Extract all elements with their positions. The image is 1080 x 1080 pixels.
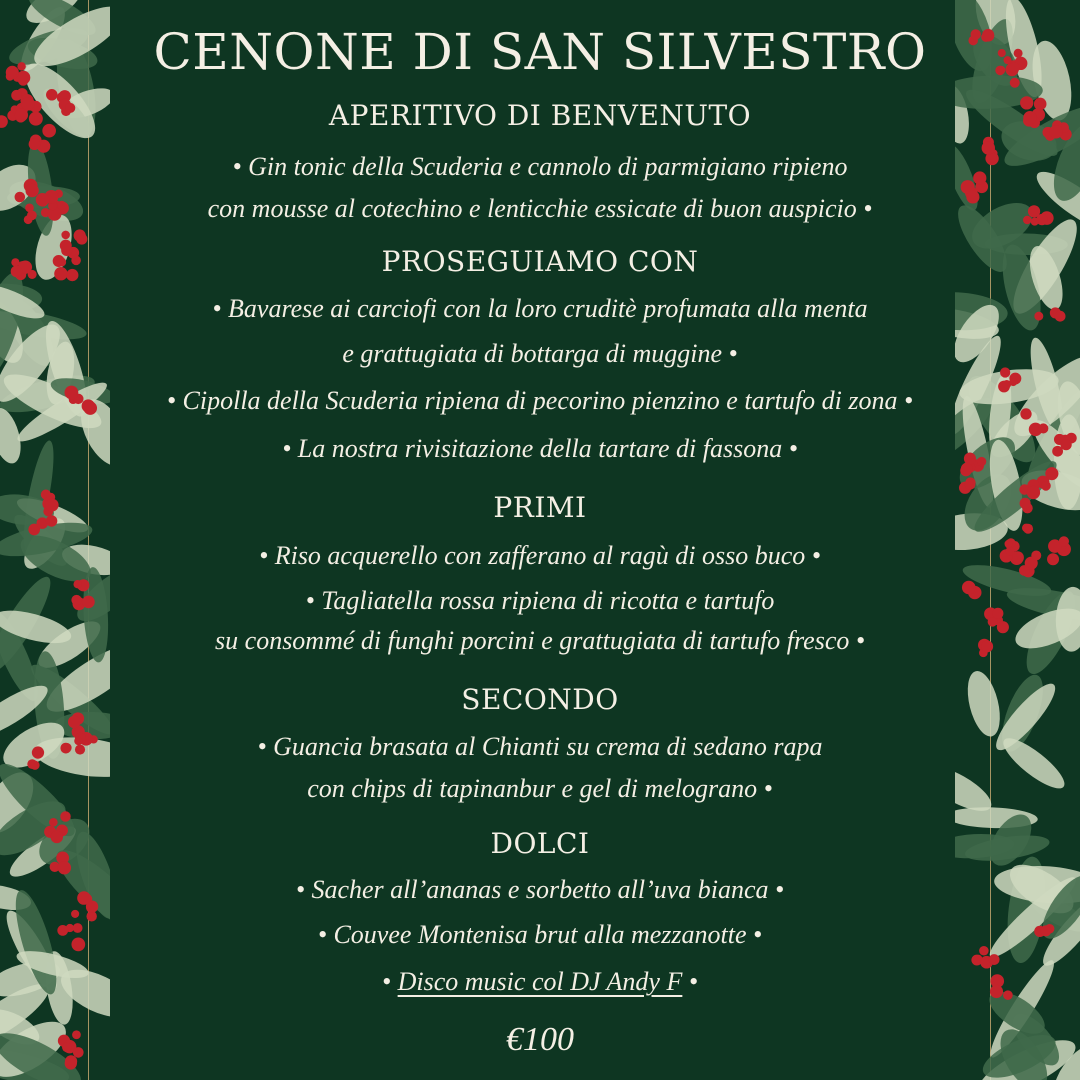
holly-berry: [997, 66, 1005, 74]
holly-berry: [1023, 111, 1036, 124]
holly-berry: [77, 891, 90, 904]
holly-berry: [74, 737, 82, 745]
holly-berry: [46, 515, 57, 526]
holly-berry: [1060, 439, 1071, 450]
disco-music-line: [100, 965, 980, 999]
holly-berry: [42, 124, 56, 138]
holly-berry: [21, 97, 35, 111]
holly-berry: [11, 258, 19, 266]
holly-berry: [1041, 481, 1051, 491]
holly-berry: [1027, 486, 1040, 499]
holly-berry: [1045, 467, 1058, 480]
menu-line: con mousse al cotechino e lenticchie essicate di buon auspicio •: [207, 194, 873, 223]
holly-berry: [983, 30, 994, 41]
holly-berry: [71, 595, 81, 605]
menu-line: • Gin tonic della Scuderia e cannolo di parmigiano ripieno: [232, 152, 848, 181]
holly-berry: [68, 716, 80, 728]
holly-berry: [1019, 565, 1030, 576]
holly-berry: [1020, 96, 1033, 109]
menu-line: • Riso acquerello con zafferano al ragù di osso buco •: [259, 541, 821, 570]
holly-berry: [1028, 205, 1040, 217]
section-heading-aperitivo: APERITIVO DI BENVENUTO: [328, 99, 752, 132]
left-holly-border: [0, 0, 110, 1080]
holly-berry: [1010, 78, 1020, 88]
holly-berry: [989, 954, 1000, 965]
holly-berry: [58, 861, 71, 874]
holly-berry: [1002, 380, 1011, 389]
holly-berry: [51, 831, 63, 843]
holly-berry: [1059, 536, 1069, 546]
holly-berry: [1020, 408, 1031, 419]
holly-berry: [1023, 524, 1033, 534]
holly-berry: [57, 925, 68, 936]
holly-berry: [65, 103, 75, 113]
holly-berry: [1031, 550, 1041, 560]
bullet-open: •: [382, 967, 398, 996]
holly-berry: [71, 937, 85, 951]
menu-line: con chips di tapinanbur e gel di melograno •: [307, 774, 773, 803]
section-heading-dolci: DOLCI: [490, 827, 590, 860]
holly-berry: [1040, 925, 1051, 936]
holly-berry: [60, 811, 71, 822]
holly-berry: [1038, 423, 1048, 433]
holly-berry: [1000, 367, 1010, 377]
holly-berry: [29, 112, 43, 126]
holly-berry: [1014, 49, 1023, 58]
holly-berry: [36, 193, 49, 206]
menu-line: • Bavarese ai carciofi con la loro cruditè profumata alla menta: [212, 294, 868, 323]
section-heading-proseguiamo: PROSEGUIAMO CON: [381, 245, 699, 278]
holly-berry: [1034, 98, 1047, 111]
holly-berry: [1009, 62, 1020, 73]
holly-berry: [17, 62, 26, 71]
holly-berry: [72, 1030, 81, 1039]
menu-title: CENONE DI SAN SILVESTRO: [153, 23, 927, 81]
holly-garland-left-illustration: [0, 0, 110, 1080]
holly-berry: [65, 386, 79, 400]
holly-berry: [62, 743, 71, 752]
holly-berry: [15, 108, 28, 121]
holly-berry: [82, 596, 95, 609]
holly-berry: [75, 745, 85, 755]
holly-berry: [71, 910, 79, 918]
menu-line: e grattugiata di bottarga di muggine •: [342, 339, 738, 368]
holly-berry: [76, 233, 87, 244]
holly-berry: [1020, 498, 1031, 509]
holly-berry: [25, 184, 38, 197]
holly-berry: [30, 761, 39, 770]
holly-berry: [53, 255, 65, 267]
holly-berry: [0, 115, 8, 128]
menu-content: [100, 0, 980, 1080]
holly-leaf: [997, 731, 1071, 796]
bullet-close: •: [682, 967, 698, 996]
holly-berry: [998, 49, 1006, 57]
section-heading-primi: PRIMI: [493, 491, 587, 524]
holly-berry: [73, 1047, 84, 1058]
holly-berry: [990, 985, 1003, 998]
menu-line: su consommé di funghi porcini e grattugiata di tartufo fresco •: [215, 626, 865, 655]
holly-berry: [73, 580, 81, 588]
holly-berry: [1047, 553, 1059, 565]
holly-berry: [83, 401, 97, 415]
holly-berry: [46, 89, 58, 101]
holly-berry: [15, 192, 26, 203]
holly-berry: [1003, 990, 1013, 1000]
holly-berry: [1055, 311, 1066, 322]
holly-berry: [65, 1057, 77, 1069]
holly-berry: [49, 818, 58, 827]
holly-berry: [981, 641, 993, 653]
menu-line: • Sacher all’ananas e sorbetto all’uva bianca •: [295, 875, 785, 904]
holly-berry: [60, 240, 72, 252]
holly-berry: [66, 269, 78, 281]
holly-berry: [1034, 312, 1043, 321]
disco-music-text: Disco music col DJ Andy F: [397, 967, 683, 996]
holly-berry: [6, 66, 19, 79]
holly-berry: [32, 746, 44, 758]
holly-berry: [29, 138, 41, 150]
holly-berry: [1031, 218, 1039, 226]
menu-line: • La nostra rivisitazione della tartare di fassona •: [282, 434, 798, 463]
holly-berry: [73, 923, 83, 933]
holly-berry: [54, 267, 67, 280]
holly-berry: [992, 608, 1003, 619]
menu-price: €100: [506, 1021, 574, 1058]
holly-berry: [11, 265, 23, 277]
holly-berry: [1005, 540, 1013, 548]
holly-berry: [62, 1043, 71, 1052]
holly-berry: [61, 231, 70, 240]
holly-berry: [1049, 125, 1062, 138]
menu-line: • Cipolla della Scuderia ripiena di pecorino pienzino e tartufo di zona •: [166, 386, 914, 415]
holly-berry: [997, 621, 1009, 633]
holly-berry: [24, 215, 33, 224]
holly-berry: [46, 499, 59, 512]
holly-berry: [1004, 56, 1012, 64]
menu-line: • Couvee Montenisa brut alla mezzanotte •: [317, 920, 763, 949]
menu-line: • Guancia brasata al Chianti su crema di sedano rapa: [257, 732, 823, 761]
holly-berry: [1023, 216, 1031, 224]
holly-berry: [982, 141, 995, 154]
section-heading-secondo: SECONDO: [461, 683, 619, 716]
holly-berry: [11, 90, 22, 101]
holly-berry: [979, 946, 989, 956]
menu-line: • Tagliatella rossa ripiena di ricotta e tartufo: [305, 586, 775, 615]
